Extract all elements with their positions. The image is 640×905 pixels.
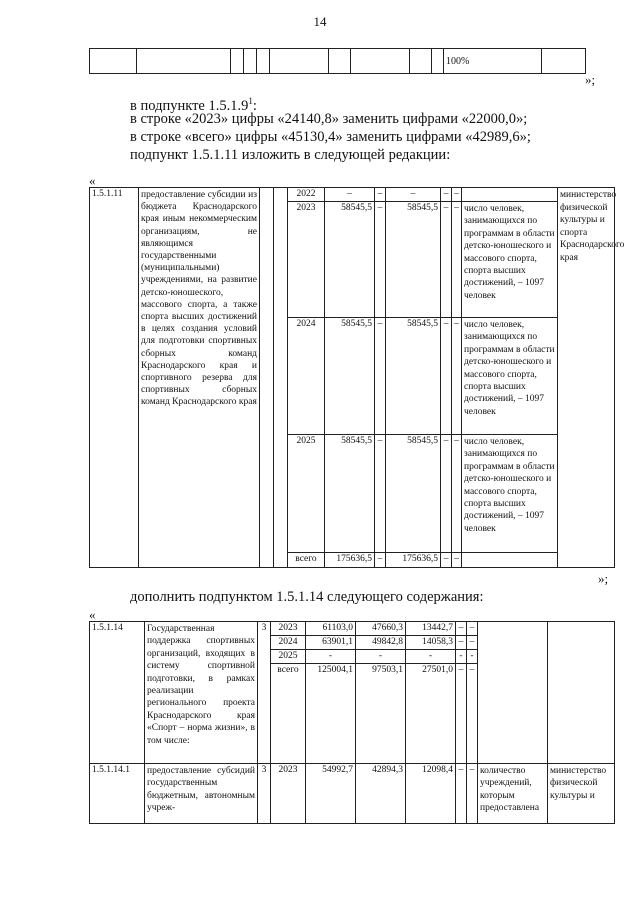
total-cell: 63901,1 [306,636,356,650]
year-cell: 2025 [288,435,325,553]
close-quote: »; [598,571,609,586]
value-cell: 97503,1 [356,664,406,764]
open-quote: « [89,607,96,622]
executor-cell: министерство физической культуры и [548,764,615,824]
value-cell: – [441,318,452,435]
value-cell: – [375,553,386,568]
value-cell: – [452,202,462,318]
year-cell: всего [288,553,325,568]
total-cell: 125004,1 [306,664,356,764]
year-cell: 2024 [271,636,306,650]
value-cell: - [406,650,456,664]
code-cell: 1.5.1.14 [90,622,145,764]
indicator-cell: количество учреждений, которым предоставлена [478,764,548,824]
total-cell: 58545,5 [325,318,375,435]
table-cell [542,49,586,74]
value-cell: – [375,188,386,202]
table-cell [244,49,257,74]
footnote-mark: 1 [248,96,253,106]
value-cell: – [375,318,386,435]
table-cell [231,49,244,74]
value-cell: – [375,202,386,318]
value-cell: – [441,553,452,568]
value-cell: – [467,764,478,824]
total-cell: - [306,650,356,664]
total-cell: – [325,188,375,202]
year-cell: 2022 [288,188,325,202]
table-cell [329,49,351,74]
indicator-cell [478,622,548,764]
executor-cell [548,622,615,764]
value-cell: – [386,188,441,202]
year-cell: 2023 [288,202,325,318]
indicator-cell: число человек, занимающихся по программам в области детско-юношеского и массового спорта, спорта высших достижений, – 1097 человек [462,318,558,435]
paragraph-text: в подпункте 1.5.1.9 [130,97,249,114]
value-cell: 42894,3 [356,764,406,824]
total-cell: 58545,5 [325,435,375,553]
description-cell: Государственная поддержка спортивных организаций, входящих в систему спортивной подготовки, в рамках реализации регионального проекта Краснодарского края «Спорт – норма жизни», в том числе: [145,622,258,764]
value-cell: – [441,202,452,318]
open-quote: « [89,173,96,188]
code-cell: 1.5.1.14.1 [90,764,145,824]
table-cell [270,49,329,74]
value-cell: 13442,7 [406,622,456,636]
total-cell: 175636,5 [325,553,375,568]
description-cell: предоставление субсидий государственным бюджетным, автономным учреж- [145,764,258,824]
subpoint-15114-table [89,621,615,824]
code-cell: 1.5.1.11 [90,188,139,568]
value-cell: – [467,664,478,764]
value-cell: – [441,435,452,553]
value-cell: – [452,435,462,553]
value-cell: - [456,650,467,664]
value-cell: 12098,4 [406,764,456,824]
value-cell: 27501,0 [406,664,456,764]
value-cell: 47660,3 [356,622,406,636]
table-cell [257,49,270,74]
paragraph-subpoint-15111: подпункт 1.5.1.11 изложить в следующей редакции: [130,147,451,163]
total-cell: 54992,7 [306,764,356,824]
value-cell: – [467,636,478,650]
year-cell: 2023 [271,764,306,824]
value-cell: - [356,650,406,664]
indicator-cell: число человек, занимающихся по программам в области детско-юношеского и массового спорта, спорта высших достижений, – 1097 человек [462,202,558,318]
value-cell: 58545,5 [386,318,441,435]
value-cell: 49842,8 [356,636,406,650]
value-cell: – [452,318,462,435]
table-cell [260,188,274,568]
status-cell: 3 [258,622,271,764]
year-cell: всего [271,664,306,764]
value-cell: – [375,435,386,553]
year-cell: 2023 [271,622,306,636]
value-cell: 58545,5 [386,435,441,553]
table-cell [351,49,410,74]
value-cell: – [452,553,462,568]
year-cell: 2025 [271,650,306,664]
table-cell [90,49,137,74]
page-number: 14 [313,14,327,29]
table-cell [410,49,432,74]
indicator-cell [462,553,558,568]
percent-cell: 100% [444,49,542,74]
value-cell: – [456,622,467,636]
close-quote: »; [585,72,596,87]
paragraph-colon: : [252,97,257,114]
table-cell [274,188,288,568]
paragraph-add-subpoint-15114: дополнить подпунктом 1.5.1.14 следующего содержания: [130,589,484,605]
value-cell: 175636,5 [386,553,441,568]
value-cell: 14058,3 [406,636,456,650]
total-cell: 61103,0 [306,622,356,636]
value-cell: – [456,636,467,650]
value-cell: – [467,622,478,636]
paragraph-row-total: в строке «всего» цифры «45130,4» заменить цифрами «42989,6»; [130,129,531,145]
subpoint-15111-table [89,187,625,568]
table-cell [432,49,444,74]
indicator-cell [462,188,558,202]
indicator-cell: число человек, занимающихся по программам в области детско-юношеского и массового спорта, спорта высших достижений, – 1097 человек [462,435,558,553]
table-cell [137,49,231,74]
paragraph-row-2023: в строке «2023» цифры «24140,8» заменить цифрами «22000,0»; [130,111,528,127]
top-table-fragment [89,48,586,74]
year-cell: 2024 [288,318,325,435]
total-cell: 58545,5 [325,202,375,318]
value-cell: – [456,664,467,764]
value-cell: – [441,188,452,202]
value-cell: 58545,5 [386,202,441,318]
value-cell: - [467,650,478,664]
value-cell: – [456,764,467,824]
executor-cell: министерство физической культуры и спорта Краснодарского края [558,188,615,568]
status-cell: 3 [258,764,271,824]
description-cell: предоставление субсидии из бюджета Краснодарского края иным некоммерческим организациям, не являющимся государственными (муниципальными) учреждениями, на развитие детско-юношеского, массового спорта, а также спорта высших достижений в целях создания условий для подготовки спортивных сборных команд Краснодарского края и спортивного резерва для спортивных сборных команд Краснодарского края [139,188,260,568]
value-cell: – [452,188,462,202]
